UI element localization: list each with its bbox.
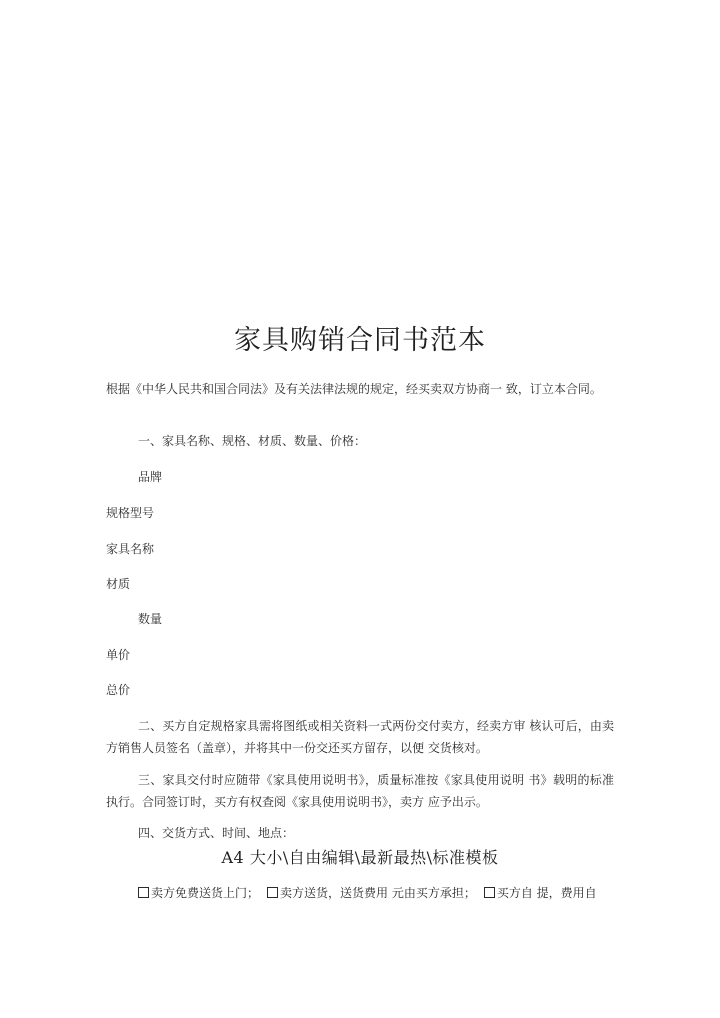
section-2-paragraph: 二、买方自定规格家具需将图纸或相关资料一式两份交付卖方，经卖方审 核认可后，由卖方销售人员签名（盖章），并将其中一份交还买方留存，以便 交货核对。 [106,719,614,755]
intro-paragraph: 根据《中华人民共和国合同法》及有关法律法规的规定，经买卖双方协商一 致，订立本合同。 [106,382,602,396]
field-model: 规格型号 [106,506,155,520]
checkbox-icon[interactable] [138,887,149,898]
section-4-heading: 四、交货方式、时间、地点： [138,826,295,840]
field-brand: 品牌 [138,470,163,484]
section-3-paragraph: 三、家具交付时应随带《家具使用说明书》，质量标准按《家具使用说明 书》载明的标准执行。合同签订时，买方有权查阅《家具使用说明书》，卖方 应予出示。 [106,773,614,809]
checkbox-icon[interactable] [484,887,495,898]
page-title: 家具购销合同书范本 [234,325,486,356]
checkbox-icon[interactable] [267,887,278,898]
delivery-options [138,884,597,902]
section-1-heading: 一、家具名称、规格、材质、数量、价格： [138,434,367,448]
option-paid-delivery: 卖方送货，送货费用 元由买方承担； [280,886,476,900]
field-name: 家具名称 [106,542,155,556]
field-unit-price: 单价 [106,648,131,662]
field-material: 材质 [106,577,131,591]
field-quantity: 数量 [138,612,163,626]
option-free-delivery: 卖方免费送货上门； [151,886,260,900]
option-self-pickup: 买方自 提，费用自 [496,886,597,900]
field-total-price: 总价 [106,683,131,697]
template-banner: A4 大小\自由编辑\最新最热\标准模板 [221,848,499,867]
